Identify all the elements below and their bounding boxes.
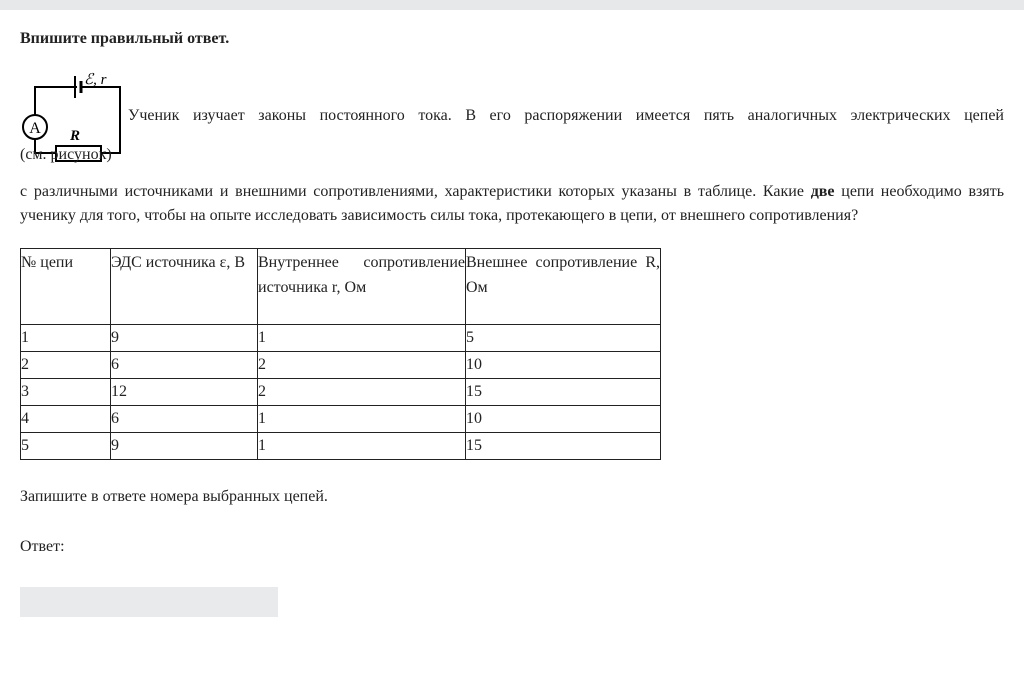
header-cell: № цепи (21, 249, 111, 325)
header-cell: Внутреннее сопротивление источника r, Ом (258, 249, 466, 325)
table-cell: 1 (258, 433, 466, 460)
table-cell: 3 (21, 379, 111, 406)
footer-instruction: Запишите в ответе номера выбранных цепей. (20, 488, 328, 505)
ammeter-label: A (29, 120, 41, 137)
header-cell: Внешнее сопротивление R, Ом (466, 249, 661, 325)
table-cell: 2 (258, 379, 466, 406)
instruction-heading: Впишите правильный ответ. (20, 30, 230, 47)
header-cell: ЭДС источника ε, В (111, 249, 258, 325)
answer-input[interactable] (20, 587, 278, 617)
table-cell: 15 (466, 379, 661, 406)
table-cell: 6 (111, 406, 258, 433)
question-text: с различными источниками и внешними сопротивлениями, характеристики которых указаны в таблице. Какие две цепи необходимо взять ученику для того, чтобы на опыте исследовать зависимость силы тока, протекающего в цепи, от внешнего сопротивления? (20, 183, 1005, 224)
table-cell: 9 (111, 325, 258, 352)
emphasis: две (810, 183, 835, 200)
table-cell: 15 (466, 433, 661, 460)
intro-text-continued: (см. рисунок) (20, 146, 112, 163)
top-bar (0, 0, 1024, 10)
table-row (21, 379, 661, 406)
table-row (21, 433, 661, 460)
table-cell: 5 (21, 433, 111, 460)
table-cell: 12 (111, 379, 258, 406)
table-cell: 1 (258, 325, 466, 352)
table-cell: 9 (111, 433, 258, 460)
table-header (21, 249, 661, 325)
table-cell: 4 (21, 406, 111, 433)
resistor-label: R (70, 128, 81, 144)
circuits-table (20, 248, 661, 460)
table-cell: 2 (21, 352, 111, 379)
table-cell: 1 (21, 325, 111, 352)
answer-label: Ответ: (20, 538, 65, 555)
table-row (21, 352, 661, 379)
emf-label: ℰ, r (84, 72, 107, 88)
table-cell: 10 (466, 406, 661, 433)
table-row (21, 406, 661, 433)
table-cell: 10 (466, 352, 661, 379)
task-content (0, 29, 1024, 617)
table-row (21, 325, 661, 352)
table-cell: 2 (258, 352, 466, 379)
intro-text: Ученик изучает законы постоянного тока. В его распоряжении имеется пять аналогичных электрических цепей (128, 107, 1004, 124)
table-cell: 1 (258, 406, 466, 433)
table-cell: 5 (466, 325, 661, 352)
table-cell: 6 (111, 352, 258, 379)
